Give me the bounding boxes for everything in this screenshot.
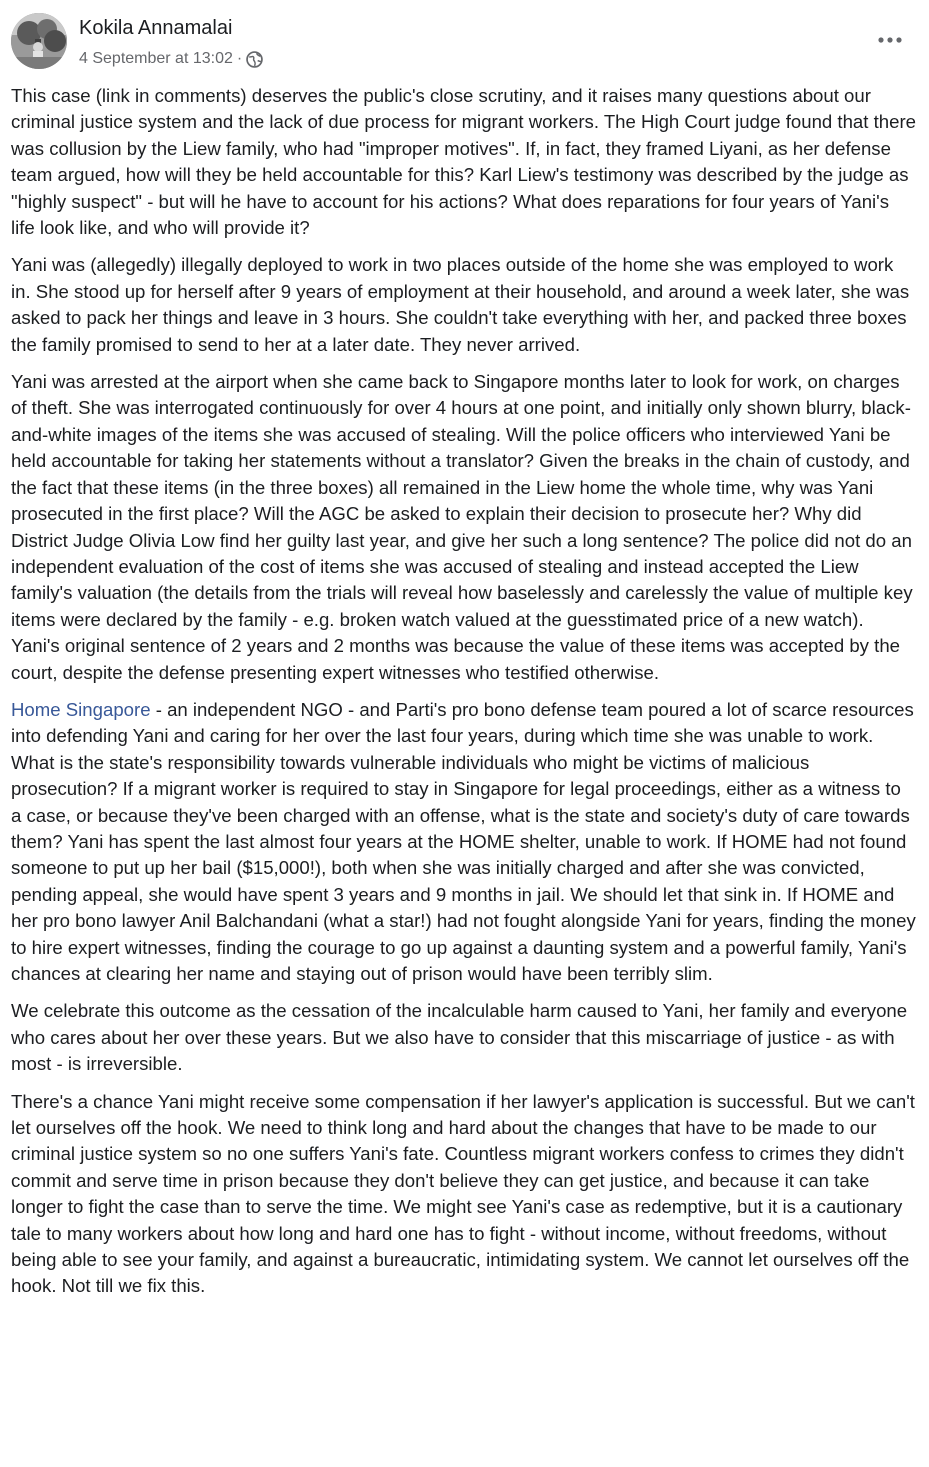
more-options-button[interactable] (875, 28, 905, 52)
post-timestamp[interactable]: 4 September at 13:02 (79, 50, 233, 67)
home-singapore-link[interactable]: Home Singapore (11, 698, 151, 720)
post-paragraph-6: There's a chance Yani might receive some compensation if her lawyer's application is successful. But we can't let ourselves off the hook. We need to think long and hard about the changes that have to be made to our criminal justice system so no one suffers Yani's fate. Countless migrant workers confess to crimes they didn't commit and serve time in prison because they don't believe they can get justice, and because it can take longer to fight the case than to serve the time. We might see Yani's case as redemptive, but it is a cautionary tale to many workers about how long and hard one has to fight - without income, without freedoms, without being able to see your family, and against a bureaucratic, intimidating system. We cannot let ourselves off the hook. Not till we fix this. (11, 1090, 915, 1297)
post-header (0, 0, 929, 80)
post-body (11, 83, 916, 1311)
post-paragraph-3: Yani was arrested at the airport when she came back to Singapore months later to look for work, on charges of theft. She was interrogated continuously for over 4 hours at one point, and initially only shown blurry, black-and-white images of the items she was accused of stealing. Will the police officers who interviewed Yani be held accountable for taking her statements without a translator? Given the breaks in the chain of custody, and the fact that these items (in the three boxes) all remained in the Liew home the whole time, why was Yani prosecuted in the first place? Will the AGC be asked to explain their decision to prosecute her? Why did District Judge Olivia Low find her guilty last year, and give her such a long sentence? The police did not do an independent evaluation of the cost of items she was accused of stealing and instead accepted the Liew family's valuation (the details from the trials will reveal how baselessly and carelessly the value of multiple key items were declared by the family - e.g. broken watch valued at the guesstimated price of a new watch). Yani's original sentence of 2 years and 2 months was because the value of these items was accepted by the court, despite the defense presenting expert witnesses who testified otherwise. (11, 371, 913, 683)
meta-separator: · (236, 50, 243, 67)
post-paragraph-4 (11, 697, 916, 987)
post-meta (79, 50, 263, 68)
post-paragraph-2: Yani was (allegedly) illegally deployed to work in two places outside of the home she was employed to work in. She stood up for herself after 9 years of employment at their household, and around a week later, she was asked to pack her things and leave in 3 hours. She couldn't take everything with her, and packed three boxes the family promised to send to her at a later date. They never arrived. (11, 254, 910, 355)
author-name[interactable]: Kokila Annamalai (79, 17, 233, 39)
more-horizontal-icon (877, 36, 903, 44)
avatar-photo (11, 13, 67, 69)
post-paragraph-1: This case (link in comments) deserves the public's close scrutiny, and it raises many questions about our criminal justice system and the lack of due process for migrant workers. The High Court judge found that there was collusion by the Liew family, who had "improper motives". If, in fact, they framed Liyani, as her defense team argued, how will they be held accountable for this? Karl Liew's testimony was described by the judge as "highly suspect" - but will he have to account for his actions? What does reparations for four years of Yani's life look like, and who will provide it? (11, 85, 916, 239)
post-paragraph-4-text: - an independent NGO - and Parti's pro bono defense team poured a lot of scarce resources into defending Yani and caring for her over the last four years, during which time she was unable to work. What is the state's responsibility towards vulnerable individuals who might be victims of malicious prosecution? If a migrant worker is required to stay in Singapore for legal proceedings, either as a witness to a case, or because they've been charged with an offense, what is the state and society's duty of care towards them? Yani has spent the last almost four years at the HOME shelter, unable to work. If HOME had not found someone to put up her bail ($15,000!), both when she was initially charged and after she was convicted, pending appeal, she would have spent 3 years and 9 months in jail. We should let that sink in. If HOME and her pro bono lawyer Anil Balchandani (what a star!) had not fought alongside Yani for years, finding the money to hire expert witnesses, finding the courage to go up against a daunting system and a powerful family, Yani's chances at clearing her name and staying out of prison would have been terribly slim. (11, 698, 916, 984)
post-paragraph-5: We celebrate this outcome as the cessation of the incalculable harm caused to Yani, her family and everyone who cares about her over these years. But we also have to consider that this miscarriage of justice - as with most - is irreversible. (11, 1000, 908, 1075)
globe-icon[interactable] (246, 51, 263, 68)
avatar[interactable] (11, 13, 67, 69)
